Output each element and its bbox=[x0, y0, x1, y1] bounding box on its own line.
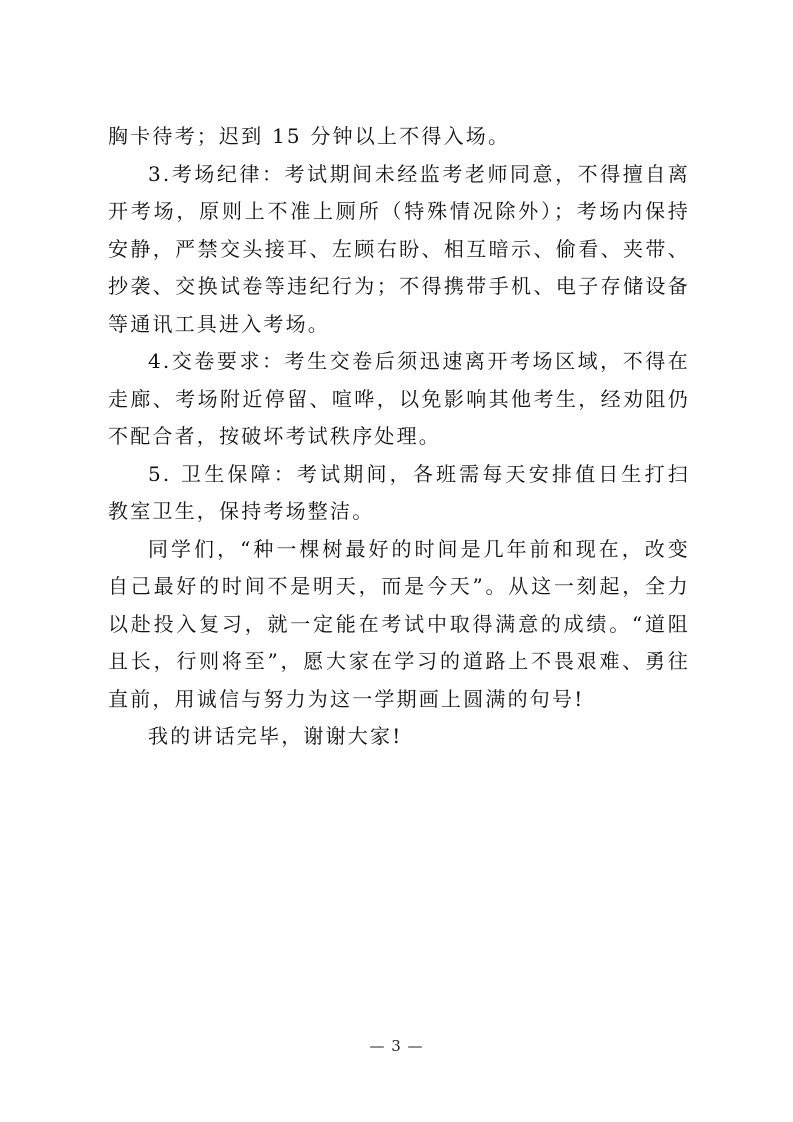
paragraph-submission-requirements: 4.交卷要求：考生交卷后须迅速离开考场区域，不得在走廊、考场附近停留、喧哗，以免影响其他考生，经劝阻仍不配合者，按破坏考试秩序处理。 bbox=[108, 349, 690, 448]
paragraph-thanks: 我的讲话完毕，谢谢大家! bbox=[148, 724, 403, 748]
paragraph-exam-discipline: 3.考场纪律：考试期间未经监考老师同意，不得擅自离开考场，原则上不准上厕所（特殊情况除外）；考场内保持安静，严禁交头接耳、左顾右盼、相互暗示、偷看、夹带、抄袭、交换试卷等违纪行为；不得携带手机、电子存储设备等通讯工具进入考场。 bbox=[108, 161, 690, 336]
page-number: — 3 — bbox=[369, 1037, 424, 1055]
paragraph-continuation: 胸卡待考；迟到 15 分钟以上不得入场。 bbox=[108, 124, 511, 148]
paragraph-closing-remarks: 同学们，“种一棵树最好的时间是几年前和现在，改变自己最好的时间不是明天，而是今天”。从这一刻起，全力以赴投入复习，就一定能在考试中取得满意的成绩。“道阻且长，行则将至”，愿大家在学习的道路上不畏艰难、勇往直前，用诚信与努力为这一学期画上圆满的句号! bbox=[108, 536, 690, 711]
document-body bbox=[108, 118, 690, 756]
paragraph-hygiene: 5. 卫生保障：考试期间，各班需每天安排值日生打扫教室卫生，保持考场整洁。 bbox=[108, 461, 690, 523]
